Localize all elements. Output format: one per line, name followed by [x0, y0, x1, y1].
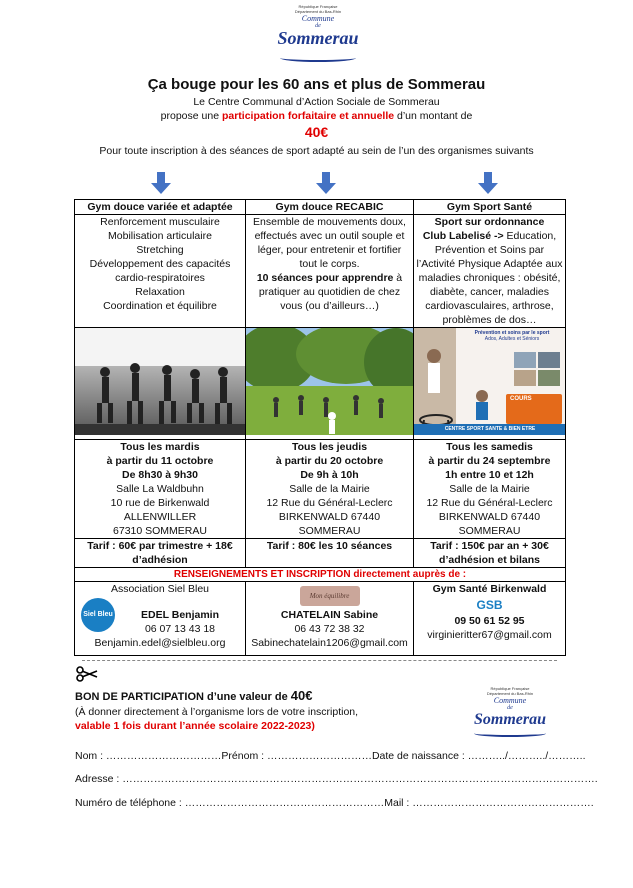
- tarif: Tarif : 60€ par trimestre + 18€ d’adhésion: [75, 539, 246, 568]
- schedule: Tous les mardis à partir du 11 octobre De 8h30 à 9h30 Salle La Waldbuhn 10 rue de Birkenwald ALLENWILLER 67310 SOMMERAU: [75, 440, 246, 539]
- description: Sport sur ordonnance Club Labelisé -> Education, Prévention et Soins par l’Activité Physique Adaptée aux maladies chroniques : obésité, diabète, cancer, maladies cardiovasculaires, arthrose, problèmes de dos…: [414, 215, 566, 328]
- outdoor-group-photo: [246, 328, 414, 440]
- description: Ensemble de mouvements doux, effectués avec un outil souple et léger, pour entretenir et fortifier tout le corps. 10 séances pour apprendre à pratiquer au quotidien de chez vous (ou d’ailleurs…): [246, 215, 414, 328]
- arrow-down-icon: [151, 172, 171, 194]
- arrow-down-icon: [316, 172, 336, 194]
- page-title: Ça bouge pour les 60 ans et plus de Sommerau: [147, 76, 486, 93]
- field-name[interactable]: Nom : ……………………………Prénom : …………………………Date de naissance : ………../………../………..: [75, 750, 586, 762]
- coupon-note: (À donner directement à l’organisme lors de votre inscription,: [75, 706, 359, 718]
- info-banner: RENSEIGNEMENTS ET INSCRIPTION directement auprès de :: [75, 568, 566, 582]
- scissors-icon: [76, 666, 98, 682]
- field-address[interactable]: Adresse : ……………………………………………………………………………………………………………………….: [75, 773, 598, 785]
- cut-line: [82, 660, 557, 661]
- tarif: Tarif : 150€ par an + 30€ d’adhésion et bilans: [414, 539, 566, 568]
- intro-line-2: propose une participation forfaitaire et annuelle d’un montant de: [160, 110, 473, 122]
- intro-line-3: Pour toute inscription à des séances de sport adapté au sein de l’un des organismes suivants: [99, 145, 534, 157]
- contact-siel-bleu: Association Siel Bleu Siel Bleu EDEL Benjamin 06 07 13 43 18 Benjamin.edel@sielbleu.org: [75, 582, 246, 656]
- column-header: Gym douce variée et adaptée: [75, 200, 246, 215]
- activities-table: [74, 199, 566, 656]
- siel-bleu-logo: Siel Bleu: [81, 598, 115, 632]
- contact-gsb: Gym Santé Birkenwald GSB 09 50 61 52 95 virginieritter67@gmail.com: [414, 582, 566, 656]
- intro-line-1: Le Centre Communal d’Action Sociale de Sommerau: [193, 96, 440, 108]
- field-phone-mail[interactable]: Numéro de téléphone : …………………………………………………Mail : …………………………………………….: [75, 797, 594, 809]
- mon-equilibre-logo: Mon équilibre: [300, 586, 360, 606]
- arrow-down-icon: [478, 172, 498, 194]
- commune-logo-bottom: République Française Département du Bas-Rhin Commune de Sommerau: [460, 686, 560, 736]
- coupon-validity: valable 1 fois durant l’année scolaire 2022-2023): [75, 720, 315, 732]
- amount: 40€: [304, 124, 329, 140]
- schedule: Tous les jeudis à partir du 20 octobre De 9h à 10h Salle de la Mairie 12 Rue du Général-Leclerc BIRKENWALD 67440 SOMMERAU: [246, 440, 414, 539]
- column-header: Gym Sport Santé: [414, 200, 566, 215]
- tarif: Tarif : 80€ les 10 séances: [246, 539, 414, 568]
- sport-sante-flyer: Prévention et soins par le sport Ados, Adultes et Séniors COURS CENTRE SPORT SANTE & BIEN ETRE: [414, 328, 566, 440]
- contact-mon-equilibre: Mon équilibre CHATELAIN Sabine 06 43 72 38 32 Sabinechatelain1206@gmail.com: [246, 582, 414, 656]
- schedule: Tous les samedis à partir du 24 septembre 1h entre 10 et 12h Salle de la Mairie 12 Rue du Général-Leclerc BIRKENWALD 67440 SOMMERAU: [414, 440, 566, 539]
- gym-class-photo: [75, 328, 246, 440]
- description: Renforcement musculaire Mobilisation articulaire Stretching Développement des capacités cardio-respiratoires Relaxation Coordination et équilibre: [75, 215, 246, 328]
- column-header: Gym douce RECABIC: [246, 200, 414, 215]
- commune-logo: République Française Département du Bas-Rhin Commune de Sommerau: [268, 4, 368, 62]
- coupon-title: BON DE PARTICIPATION d’une valeur de 40€: [75, 688, 313, 703]
